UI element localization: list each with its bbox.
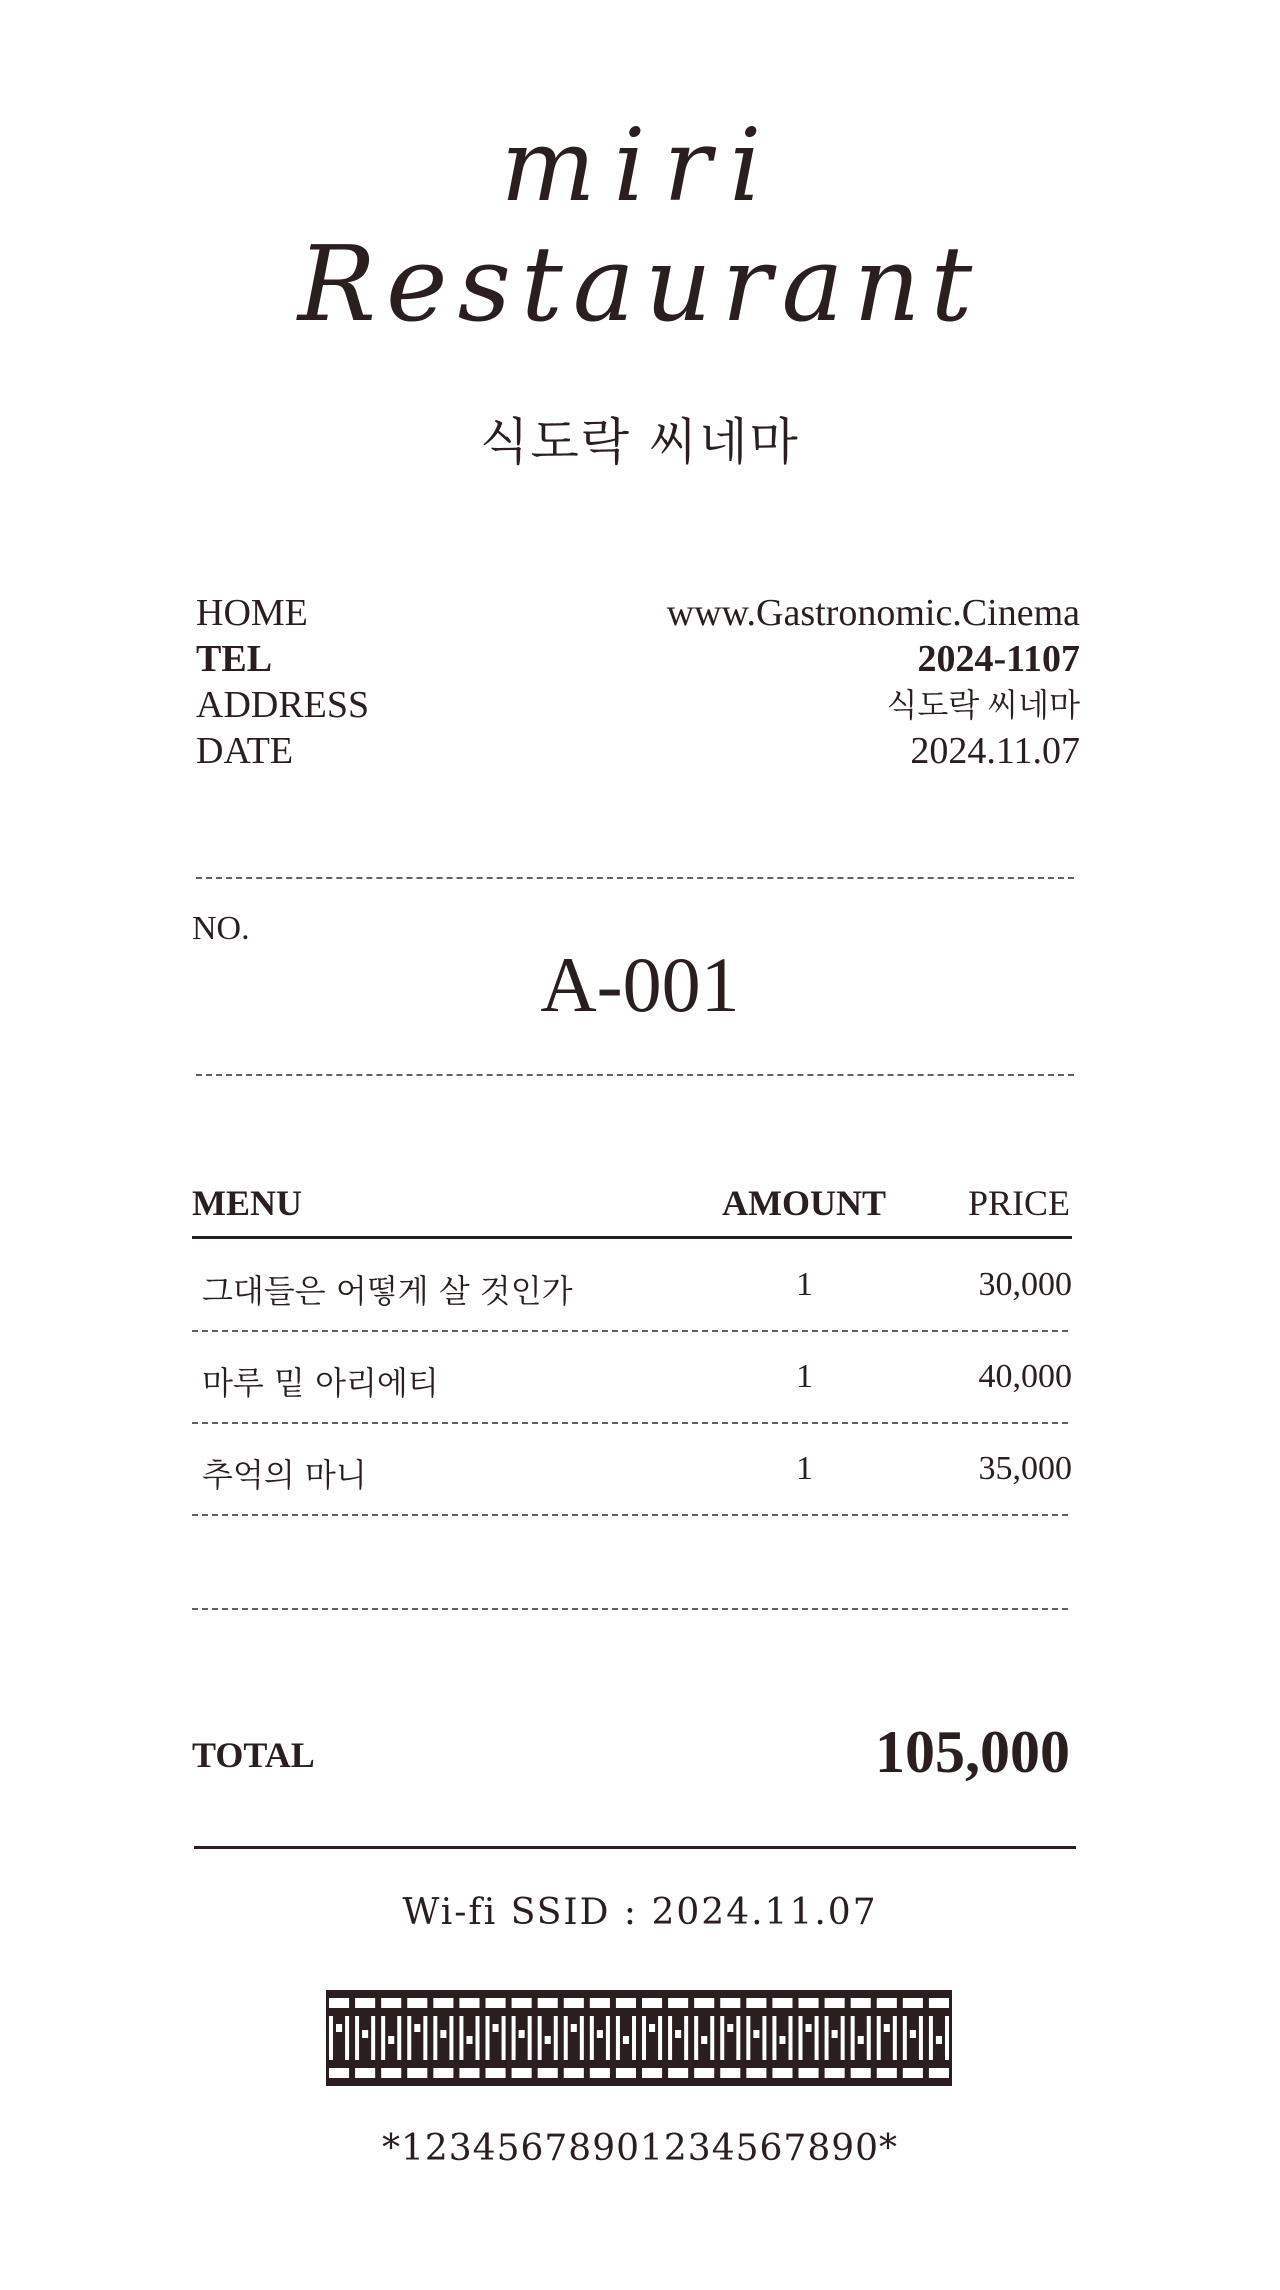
barcode-cell <box>929 1998 949 2008</box>
barcode-cell <box>649 2024 655 2032</box>
barcode-cell <box>903 1998 923 2008</box>
barcode-cell <box>433 2016 437 2060</box>
barcode-number: *12345678901234567890* <box>381 2128 899 2169</box>
barcode-cell <box>884 2024 890 2032</box>
info-label: ADDRESS <box>196 684 370 726</box>
info-value: 식도락 씨네마 <box>886 687 1080 723</box>
barcode-cell <box>381 1998 401 2008</box>
menu-item-amount: 1 <box>796 1358 813 1395</box>
barcode-cell <box>720 2016 724 2060</box>
barcode-cell <box>423 2016 427 2060</box>
barcode-cell <box>779 2036 785 2044</box>
barcode-cell <box>355 2068 375 2078</box>
barcode-cell <box>554 2016 558 2060</box>
barcode-cell <box>571 2024 577 2032</box>
barcode-cell <box>538 1998 558 2008</box>
barcode-cell <box>841 2016 845 2060</box>
barcode-cell <box>929 2068 949 2078</box>
info-value: www.Gastronomic.Cinema <box>666 592 1080 634</box>
divider <box>192 1422 1068 1424</box>
info-row-home <box>196 590 1080 636</box>
barcode-cell <box>815 2016 819 2060</box>
barcode-cell <box>668 2016 672 2060</box>
restaurant-subtitle: 식도락 씨네마 <box>480 413 800 471</box>
barcode-cell <box>799 2068 819 2078</box>
info-label: DATE <box>196 730 294 772</box>
wifi-ssid: Wi-fi SSID : 2024.11.07 <box>402 1892 878 1933</box>
barcode-cell <box>903 2068 923 2078</box>
barcode-cell <box>623 2036 629 2044</box>
menu-item-amount: 1 <box>796 1266 813 1303</box>
table-row <box>196 1266 1072 1326</box>
barcode-cell <box>388 2036 394 2044</box>
info-row-date <box>196 728 1080 774</box>
barcode-cell <box>789 2016 793 2060</box>
barcode-cell <box>512 2068 532 2078</box>
barcode-cell <box>877 2016 881 2060</box>
barcode-cell <box>336 2024 342 2032</box>
barcode-cell <box>476 2016 480 2060</box>
barcode-cell <box>407 2016 411 2060</box>
barcode-cell <box>746 2016 750 2060</box>
barcode-cell <box>658 2016 662 2060</box>
header-price: PRICE <box>968 1183 1071 1223</box>
barcode-cell <box>538 2016 542 2060</box>
info-value: 2024-1107 <box>917 638 1080 680</box>
table-row <box>196 1450 1072 1510</box>
barcode-cell <box>486 2016 490 2060</box>
info-label: HOME <box>196 592 308 634</box>
barcode-cell <box>329 2068 349 2078</box>
barcode-cell <box>519 2030 525 2038</box>
barcode-cell <box>545 2036 551 2044</box>
barcode-cell <box>459 2016 463 2060</box>
order-number: A-001 <box>540 941 740 1028</box>
header-menu: MENU <box>192 1183 302 1223</box>
barcode-cell <box>825 2016 829 2060</box>
divider <box>192 1330 1068 1332</box>
barcode-cell <box>746 1998 766 2008</box>
barcode-cell <box>772 2068 792 2078</box>
barcode-cell <box>381 2016 385 2060</box>
barcode-cell <box>564 2016 568 2060</box>
barcode-cell <box>668 2068 688 2078</box>
barcode-cell <box>893 2016 897 2060</box>
barcode-cell <box>806 2024 812 2032</box>
divider <box>192 1514 1068 1516</box>
barcode-cell <box>851 2016 855 2060</box>
barcode-cell <box>675 2030 681 2038</box>
barcode-cell <box>851 2068 871 2078</box>
barcode-cell <box>459 2068 479 2078</box>
menu-item-price: 40,000 <box>978 1358 1072 1395</box>
barcode-cell <box>877 1998 897 2008</box>
barcode-cell <box>642 1998 662 2008</box>
barcode-cell <box>493 2024 499 2032</box>
menu-item-price: 30,000 <box>978 1266 1072 1303</box>
barcode-cell <box>345 2016 349 2060</box>
barcode-cell <box>945 2016 949 2060</box>
menu-item-name: 마루 밑 아리에티 <box>202 1364 439 1402</box>
barcode-cell <box>642 2016 646 2060</box>
barcode-cell <box>564 2068 584 2078</box>
divider <box>196 877 1074 879</box>
barcode-cell <box>512 2016 516 2060</box>
barcode-cell <box>720 1998 740 2008</box>
barcode-cell <box>832 2030 838 2038</box>
barcode-cell <box>825 2068 845 2078</box>
barcode-cell <box>867 2016 871 2060</box>
table-header-rule <box>192 1236 1072 1239</box>
info-value: 2024.11.07 <box>910 730 1080 772</box>
menu-item-price: 35,000 <box>978 1450 1072 1487</box>
barcode-cell <box>329 1998 349 2008</box>
barcode-cell <box>929 2016 933 2060</box>
barcode-cell <box>727 2024 733 2032</box>
divider <box>192 1608 1068 1610</box>
barcode-cell <box>355 1998 375 2008</box>
barcode-cell <box>936 2036 942 2044</box>
barcode-cell <box>668 1998 688 2008</box>
menu-item-amount: 1 <box>796 1450 813 1487</box>
logo-line-2: Restaurant <box>297 223 983 345</box>
barcode-cell <box>710 2016 714 2060</box>
total-label: TOTAL <box>192 1735 315 1775</box>
barcode-cell <box>825 1998 845 2008</box>
barcode-cell <box>851 1998 871 2008</box>
restaurant-logo <box>0 80 1280 400</box>
barcode-cell <box>397 2016 401 2060</box>
barcode-cell <box>919 2016 923 2060</box>
barcode-cell <box>362 2030 368 2038</box>
barcode-cell <box>799 2016 803 2060</box>
total-value: 105,000 <box>875 1719 1070 1785</box>
logo-line-1: miri <box>500 107 780 224</box>
barcode-cell <box>486 2068 506 2078</box>
barcode <box>326 1990 952 2086</box>
barcode-cell <box>684 2016 688 2060</box>
barcode-cell <box>502 2016 506 2060</box>
barcode-cell <box>590 2016 594 2060</box>
barcode-cell <box>512 1998 532 2008</box>
barcode-cell <box>616 1998 636 2008</box>
barcode-cell <box>694 1998 714 2008</box>
barcode-cell <box>407 1998 427 2008</box>
info-row-tel <box>196 636 1080 682</box>
barcode-cell <box>616 2016 620 2060</box>
barcode-cell <box>597 2030 603 2038</box>
barcode-cell <box>528 2016 532 2060</box>
barcode-cell <box>449 2016 453 2060</box>
barcode-cell <box>407 2068 427 2078</box>
barcode-cell <box>486 1998 506 2008</box>
barcode-cell <box>433 1998 453 2008</box>
barcode-cell <box>590 2068 610 2078</box>
barcode-cell <box>606 2016 610 2060</box>
barcode-cell <box>564 1998 584 2008</box>
barcode-cell <box>701 2036 707 2044</box>
barcode-cell <box>877 2068 897 2078</box>
info-row-address <box>196 682 1080 728</box>
barcode-cell <box>414 2024 420 2032</box>
barcode-cell <box>590 1998 610 2008</box>
barcode-cell <box>736 2016 740 2060</box>
barcode-cell <box>440 2030 446 2038</box>
barcode-cell <box>538 2068 558 2078</box>
total-rule <box>194 1846 1076 1849</box>
barcode-cell <box>858 2036 864 2044</box>
barcode-cell <box>616 2068 636 2078</box>
barcode-cell <box>433 2068 453 2078</box>
barcode-cell <box>580 2016 584 2060</box>
barcode-cell <box>329 2016 333 2060</box>
barcode-cell <box>772 2016 776 2060</box>
barcode-cell <box>903 2016 907 2060</box>
barcode-cell <box>632 2016 636 2060</box>
barcode-cell <box>355 2016 359 2060</box>
barcode-cell <box>642 2068 662 2078</box>
barcode-cell <box>753 2030 759 2038</box>
menu-item-name: 그대들은 어떻게 살 것인가 <box>202 1272 573 1310</box>
order-number-label: NO. <box>192 910 250 947</box>
barcode-cell <box>466 2036 472 2044</box>
barcode-cell <box>772 1998 792 2008</box>
menu-item-name: 추억의 마니 <box>202 1456 367 1494</box>
info-label: TEL <box>196 638 273 680</box>
barcode-cell <box>720 2068 740 2078</box>
barcode-cell <box>694 2016 698 2060</box>
barcode-cell <box>746 2068 766 2078</box>
barcode-cell <box>799 1998 819 2008</box>
table-row <box>196 1358 1072 1418</box>
barcode-cell <box>762 2016 766 2060</box>
header-amount: AMOUNT <box>722 1183 886 1223</box>
barcode-cell <box>694 2068 714 2078</box>
barcode-cell <box>371 2016 375 2060</box>
divider <box>196 1074 1074 1076</box>
barcode-cell <box>381 2068 401 2078</box>
barcode-cell <box>459 1998 479 2008</box>
barcode-cell <box>910 2030 916 2038</box>
